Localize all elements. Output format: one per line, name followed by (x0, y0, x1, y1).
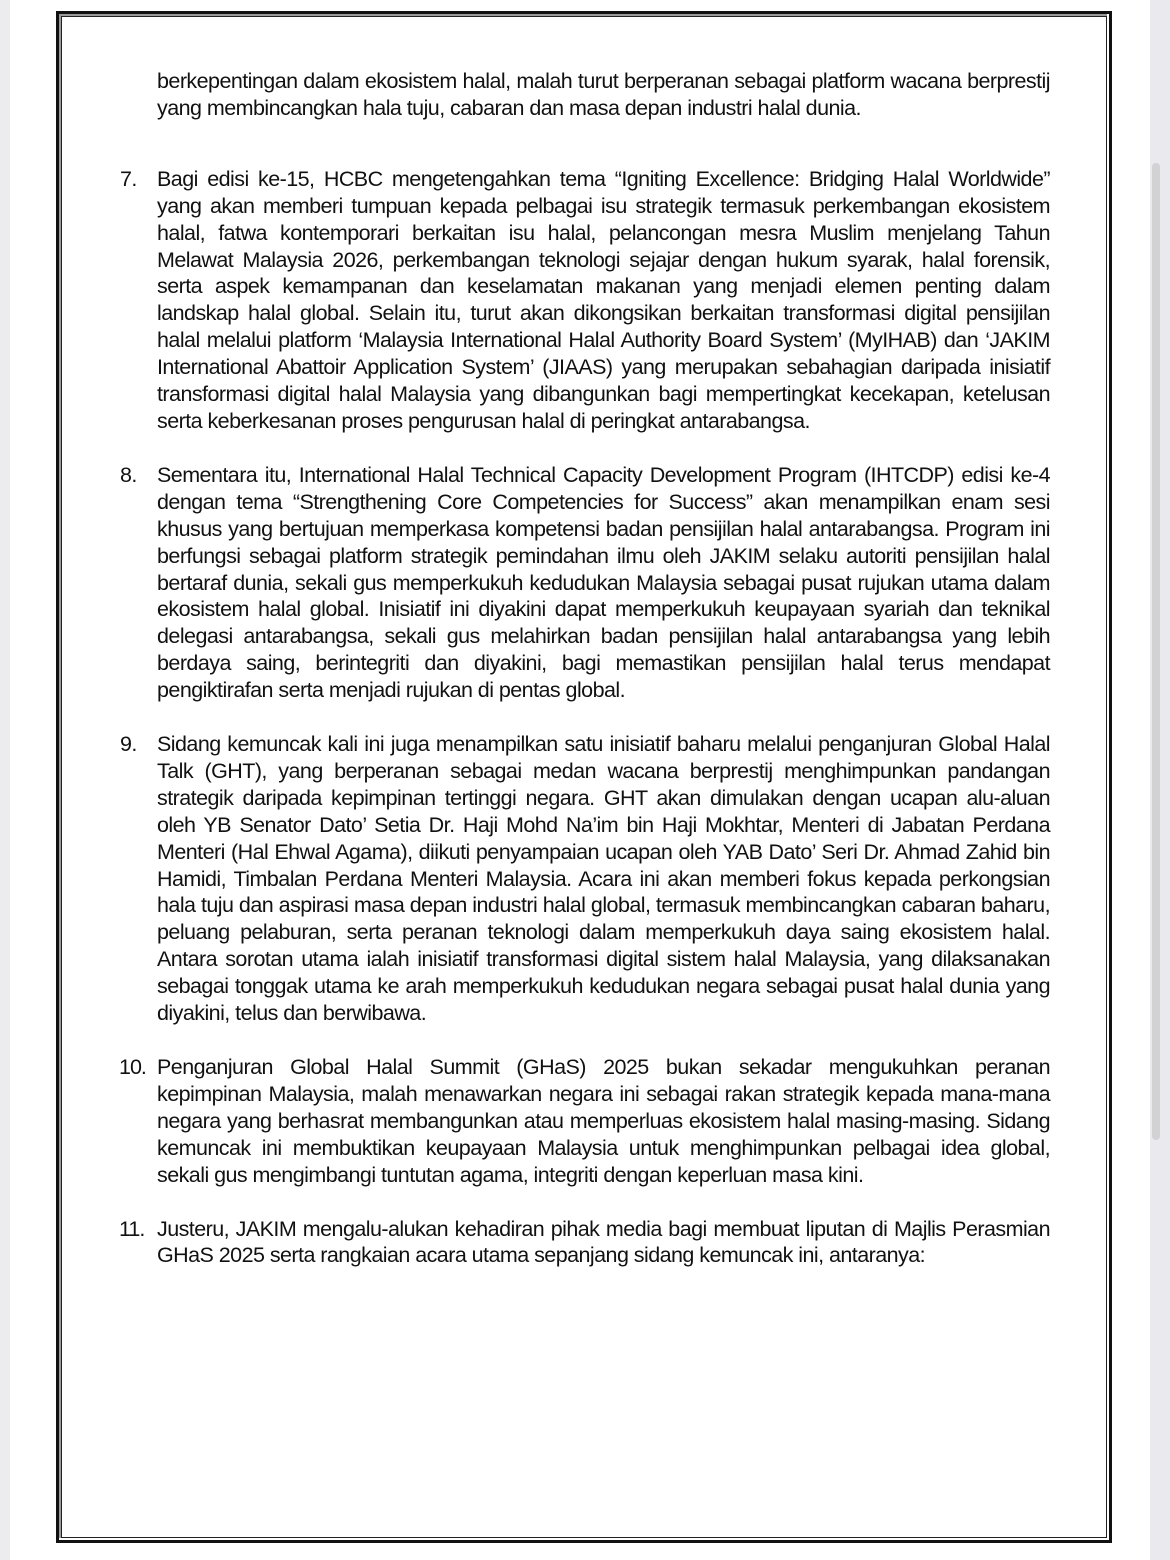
paragraph-number: 10. (119, 1055, 146, 1079)
document-body (119, 68, 1050, 1269)
viewer-left-edge (0, 0, 10, 1560)
paragraph-gap (157, 704, 1050, 731)
continuation-paragraph (157, 68, 1050, 122)
vertical-scrollbar[interactable] (1150, 0, 1170, 1560)
paragraph-text: Sementara itu, International Halal Technical Capacity Development Program (IHTCDP) edisi ke-4 dengan tema “Strengthening Core Competencies for Success” akan menampilkan enam sesi khusus yang bertujuan memperkasa kompetensi badan pensijilan halal antarabangsa. Program ini berfungsi sebagai platform strategik pemindahan ilmu oleh JAKIM selaku autoriti pensijilan halal bertaraf dunia, sekali gus memperkukuh kedudukan Malaysia sebagai pusat rujukan utama dalam ekosistem halal global. Inisiatif ini diyakini dapat memperkukuh keupayaan syariah dan teknikal delegasi antarabangsa, sekali gus melahirkan badan pensijilan halal antarabangsa yang lebih berdaya saing, berintegriti dan diyakini, bagi memastikan pensijilan halal terus mendapat pengiktirafan serta menjadi rujukan di pentas global. (157, 462, 1050, 703)
paragraph-text: Bagi edisi ke-15, HCBC mengetengahkan tema “Igniting Excellence: Bridging Halal Worldwide” yang akan memberi tumpuan kepada pelbagai isu strategik termasuk perkembangan ekosistem halal, fatwa kontemporari berkaitan isu halal, pelancongan mesra Muslim menjelang Tahun Melawat Malaysia 2026, perkembangan teknologi sejajar dengan hukum syarak, halal forensik, serta aspek kemampanan dan keselamatan makanan yang menjadi elemen penting dalam landskap halal global. Selain itu, turut akan dikongsikan berkaitan transformasi digital pensijilan halal melalui platform ‘Malaysia International Halal Authority Board System’ (MyIHAB) dan ‘JAKIM International Abattoir Application System’ (JIAAS) yang merupakan sebahagian daripada inisiatif transformasi digital halal Malaysia yang dibangunkan bagi mempertingkat kecekapan, ketelusan serta keberkesanan proses pengurusan halal di peringkat antarabangsa. (157, 166, 1050, 433)
paragraph-8 (120, 462, 1050, 704)
paragraph-number: 9. (120, 732, 137, 757)
paragraph-9 (120, 731, 1050, 1027)
scrollbar-thumb[interactable] (1152, 163, 1160, 1140)
paragraph-10 (119, 1054, 1050, 1189)
paragraph-text: Justeru, JAKIM mengalu-alukan kehadiran pihak media bagi membuat liputan di Majlis Perasmian GHaS 2025 serta rangkaian acara utama sepanjang sidang kemuncak ini, antaranya: (157, 1216, 1050, 1268)
paragraph-gap (157, 435, 1050, 462)
paragraph-number: 11. (119, 1216, 145, 1241)
paragraph-gap (157, 122, 1050, 166)
paragraph-text: Penganjuran Global Halal Summit (GHaS) 2025 bukan sekadar mengukuhkan peranan kepimpinan Malaysia, malah menawarkan negara ini sebagai rakan strategik kepada mana-mana negara yang berhasrat membangunkan atau memperluas ekosistem halal masing-masing. Sidang kemuncak ini membuktikan keupayaan Malaysia untuk menghimpunkan pelbagai idea global, sekali gus mengimbangi tuntutan agama, integriti dengan keperluan masa kini. (157, 1055, 1050, 1187)
paragraph-number: 7. (120, 166, 137, 191)
paragraph-gap (157, 1027, 1050, 1054)
paragraph-11 (119, 1216, 1050, 1270)
paragraph-text: berkepentingan dalam ekosistem halal, malah turut berperanan sebagai platform wacana berprestij yang membincangkan hala tuju, cabaran dan masa depan industri halal dunia. (157, 69, 1050, 120)
paragraph-7 (120, 166, 1050, 435)
paragraph-text: Sidang kemuncak kali ini juga menampilkan satu inisiatif baharu melalui penganjuran Global Halal Talk (GHT), yang berperanan sebagai medan wacana berprestij menghimpunkan pandangan strategik daripada kepimpinan tertinggi negara. GHT akan dimulakan dengan ucapan alu-aluan oleh YB Senator Dato’ Setia Dr. Haji Mohd Na’im bin Haji Mokhtar, Menteri di Jabatan Perdana Menteri (Hal Ehwal Agama), diikuti penyampaian ucapan oleh YAB Dato’ Seri Dr. Ahmad Zahid bin Hamidi, Timbalan Perdana Menteri Malaysia. Acara ini akan memberi fokus kepada perkongsian hala tuju dan aspirasi masa depan industri halal global, termasuk membincangkan cabaran baharu, peluang pelaburan, serta peranan teknologi dalam memperkukuh daya saing ekosistem halal. Antara sorotan utama ialah inisiatif transformasi digital sistem halal Malaysia, yang dilaksanakan sebagai tonggak utama ke arah memperkukuh kedudukan negara sebagai pusat halal dunia yang diyakini, telus dan berwibawa. (157, 732, 1050, 1026)
paragraph-gap (157, 1189, 1050, 1216)
paragraph-number: 8. (120, 462, 137, 487)
